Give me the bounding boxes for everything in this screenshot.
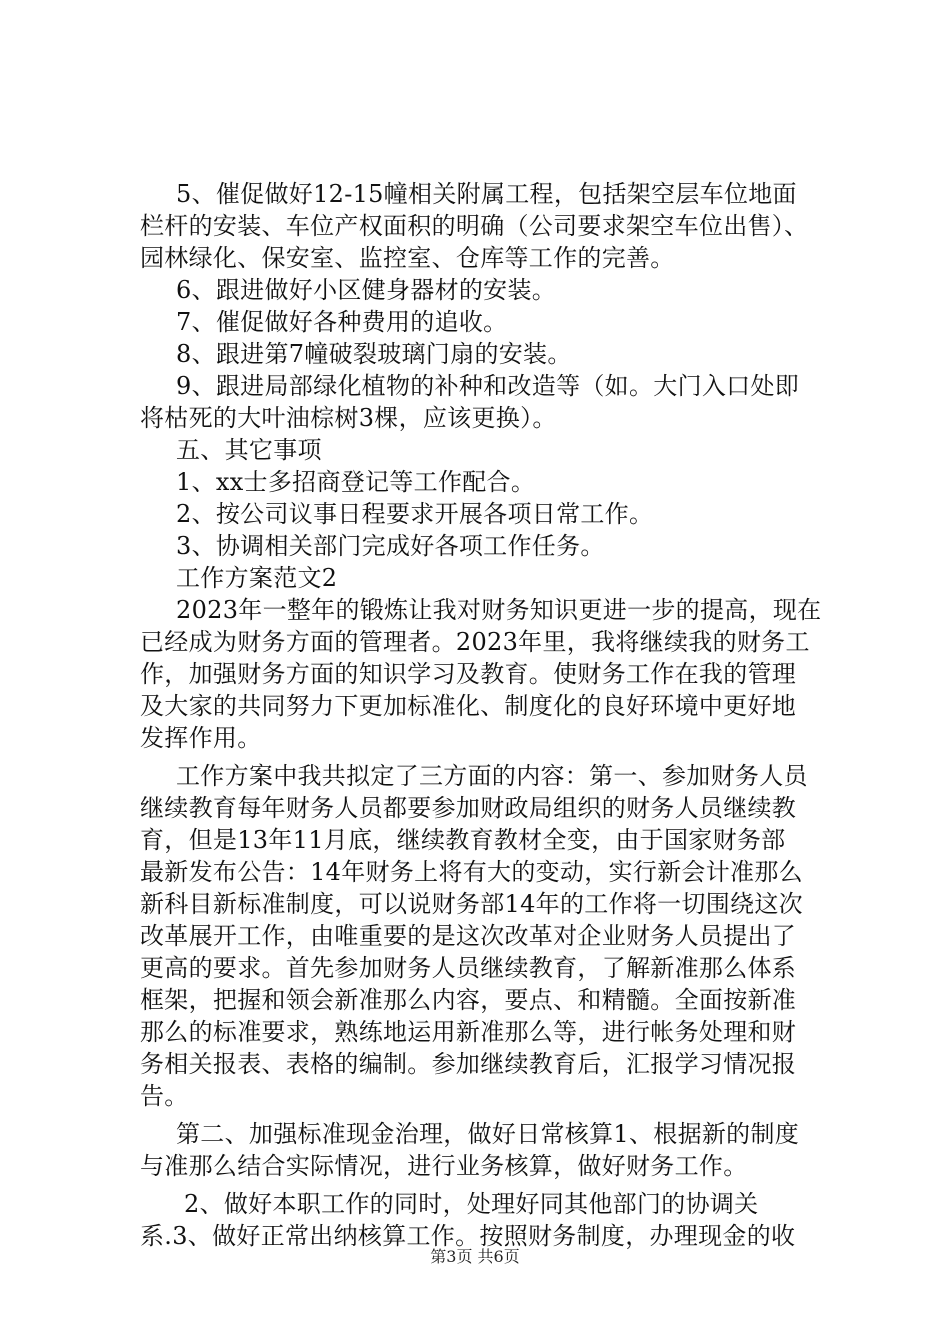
text-line: 将枯死的大叶油棕树3棵，应该更换）。 <box>140 404 557 432</box>
text-line: 5、催促做好12-15幢相关附属工程，包括架空层车位地面 <box>176 180 797 208</box>
text-line: 1、xx士多招商登记等工作配合。 <box>176 468 536 496</box>
text-line: 改革展开工作，由唯重要的是这次改革对企业财务人员提出了 <box>140 922 797 950</box>
text-line: 最新发布公告：14年财务上将有大的变动，实行新会计准那么 <box>140 858 803 886</box>
text-line: 6、跟进做好小区健身器材的安装。 <box>176 276 557 304</box>
text-line: 已经成为财务方面的管理者。2023年里，我将继续我的财务工 <box>140 628 810 656</box>
text-line: 2、按公司议事日程要求开展各项日常工作。 <box>176 500 654 528</box>
text-line: 新科目新标准制度，可以说财务部14年的工作将一切围绕这次 <box>140 890 803 918</box>
text-line: 栏杆的安装、车位产权面积的明确（公司要求架空车位出售）、 <box>140 212 809 240</box>
text-line: 第二、加强标准现金治理，做好日常核算1、根据新的制度 <box>176 1120 800 1148</box>
text-line: 园林绿化、保安室、监控室、仓库等工作的完善。 <box>140 244 675 272</box>
text-line: 3、协调相关部门完成好各项工作任务。 <box>176 532 605 560</box>
text-line: 2023年一整年的锻炼让我对财务知识更进一步的提高，现在 <box>176 596 822 624</box>
text-line: 那么的标准要求，熟练地运用新准那么等，进行帐务处理和财 <box>140 1018 797 1046</box>
text-line: 系.3、做好正常出纳核算工作。按照财务制度，办理现金的收 <box>140 1222 796 1250</box>
text-line: 发挥作用。 <box>140 724 262 752</box>
text-line: 2、做好本职工作的同时，处理好同其他部门的协调关 <box>184 1190 759 1218</box>
text-line: 9、跟进局部绿化植物的补种和改造等（如。大门入口处即 <box>176 372 800 400</box>
text-line: 育，但是13年11月底，继续教育教材全变，由于国家财务部 <box>140 826 786 854</box>
text-line: 继续教育每年财务人员都要参加财政局组织的财务人员继续教 <box>140 794 797 822</box>
text-line: 务相关报表、表格的编制。参加继续教育后，汇报学习情况报 <box>140 1050 797 1078</box>
text-line: 7、催促做好各种费用的追收。 <box>176 308 508 336</box>
text-line: 五、其它事项 <box>176 436 322 464</box>
document-body <box>140 178 840 1252</box>
text-line: 8、跟进第7幢破裂玻璃门扇的安装。 <box>176 340 572 368</box>
text-line: 作，加强财务方面的知识学习及教育。使财务工作在我的管理 <box>140 660 797 688</box>
text-line: 及大家的共同努力下更加标准化、制度化的良好环境中更好地 <box>140 692 797 720</box>
text-line: 框架，把握和领会新准那么内容，要点、和精髓。全面按新准 <box>140 986 797 1014</box>
text-line: 更高的要求。首先参加财务人员继续教育，了解新准那么体系 <box>140 954 797 982</box>
text-line: 告。 <box>140 1082 189 1110</box>
text-line: 工作方案中我共拟定了三方面的内容：第一、参加财务人员 <box>176 762 808 790</box>
text-line: 工作方案范文2 <box>176 564 338 592</box>
text-line: 与准那么结合实际情况，进行业务核算，做好财务工作。 <box>140 1152 748 1180</box>
page-footer: 第3页 共6页 <box>430 1247 520 1266</box>
